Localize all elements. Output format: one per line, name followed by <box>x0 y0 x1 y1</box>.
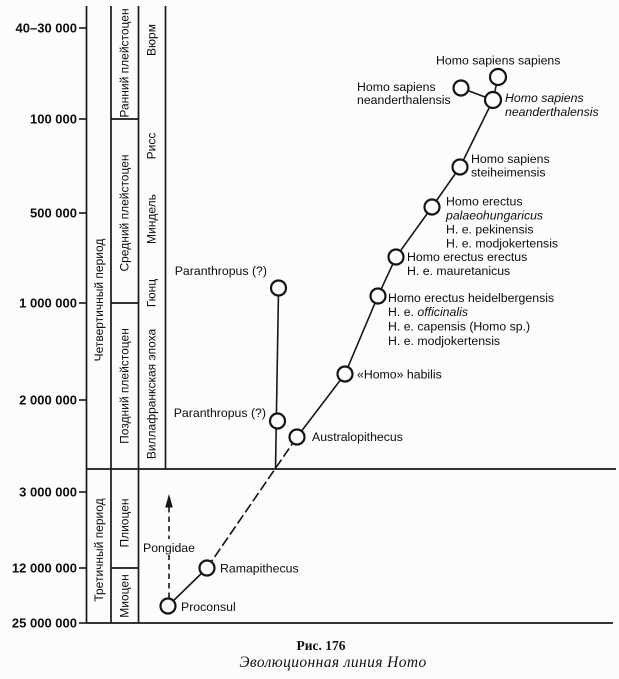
node-neanderthalensis-left <box>454 81 469 96</box>
label-pongidae: Pongidae <box>143 541 195 555</box>
label-sapiens-sapiens: Homo sapiens sapiens <box>436 53 561 68</box>
glacial-mindel-label: Миндель <box>144 194 159 244</box>
figure-title: Эволюционная линия Homo <box>239 654 427 671</box>
period-tertiary-label: Третичный период <box>92 498 106 602</box>
figure-number: Рис. 176 <box>296 638 346 653</box>
label-heidelbergensis-3: H. e. capensis (Homo sp.) <box>388 319 531 334</box>
label-proconsul: Proconsul <box>181 600 236 614</box>
node-paranthropus-lower <box>270 414 285 429</box>
label-homo-habilis: «Homo» habilis <box>357 367 442 382</box>
pongidae-arrowhead-icon <box>165 494 173 508</box>
node-australopithecus <box>290 430 305 445</box>
label-heidelbergensis-1: Homo erectus heidelbergensis <box>388 291 555 305</box>
glacial-gunz-label: Гюнц <box>144 278 159 308</box>
epoch-early-pleistocene-label: Ранний плейстоцен <box>117 8 132 118</box>
node-homo-habilis <box>338 367 353 382</box>
period-quaternary-label: Четвертичный период <box>92 238 106 362</box>
glacial-riss-label: Рисс <box>144 132 159 160</box>
label-heidelbergensis-2-prefix: H. e. <box>388 305 418 319</box>
label-palaeohungaricus-3: H. e. pekinensis <box>446 222 534 237</box>
node-erectus-erectus <box>389 250 404 265</box>
label-australopithecus: Australopithecus <box>312 430 403 444</box>
glacial-wurm-label: Вюрм <box>144 24 159 56</box>
timescale-labels <box>92 8 159 617</box>
node-erectus-palaeohungaricus <box>425 200 440 215</box>
label-erectus-erectus-1: Homo erectus erectus <box>407 250 528 264</box>
edge-ramapithecus-australopithecus <box>207 437 297 568</box>
label-paranthropus-upper: Paranthropus (?) <box>174 264 267 278</box>
label-neanderthal-right-2: neanderthalensis <box>505 105 599 119</box>
label-erectus-erectus-2: H. e. mauretanicus <box>407 264 511 278</box>
axis-tick-label: 25 000 000 <box>11 615 77 631</box>
axis-ticks <box>79 28 87 623</box>
axis-tick-label: 500 000 <box>30 205 77 221</box>
node-proconsul <box>161 599 176 614</box>
epoch-late-pleistocene-label: Поздний плейстоцен <box>117 328 132 444</box>
node-sapiens-steinheimensis <box>453 160 468 175</box>
label-neanderthal-left-1: Homo sapiens <box>357 80 436 94</box>
axis-tick-labels <box>12 21 77 631</box>
label-neanderthal-right-1: Homo sapiens <box>505 91 584 105</box>
node-sapiens-neanderthalensis <box>485 92 501 108</box>
axis-tick-label: 40–30 000 <box>15 20 77 36</box>
node-paranthropus-upper <box>271 281 286 296</box>
label-neanderthal-left-2: neanderthalensis <box>357 93 451 107</box>
epoch-middle-pleistocene-label: Средний плейстоцен <box>117 154 132 272</box>
label-palaeohungaricus-1: Homo erectus <box>446 194 523 209</box>
node-erectus-heidelbergensis <box>371 289 386 304</box>
axis-tick-label: 3 000 000 <box>19 484 77 500</box>
edge-paranthropus-branch <box>276 291 279 469</box>
label-heidelbergensis-2-name: officinalis <box>417 305 468 319</box>
label-heidelbergensis-2 <box>388 305 468 319</box>
label-palaeohungaricus-2: palaeohungaricus <box>446 208 544 223</box>
label-paranthropus-lower: Paranthropus (?) <box>173 406 266 420</box>
villafranchian-label: Виллафранкская эпоха <box>144 328 159 460</box>
node-sapiens-sapiens <box>490 69 506 85</box>
label-palaeohungaricus-4: H. e. modjokertensis <box>446 236 559 251</box>
figure-caption <box>239 638 426 671</box>
axis-tick-label: 12 000 000 <box>11 560 77 576</box>
label-steinheimensis-2: steiheimensis <box>471 165 546 180</box>
axis-tick-label: 100 000 <box>30 111 77 127</box>
axis-tick-label: 1 000 000 <box>19 295 77 311</box>
epoch-miocene-label: Миоцен <box>117 574 132 618</box>
axis-tick-label: 2 000 000 <box>19 392 77 408</box>
epoch-pliocene-label: Плиоцен <box>117 498 132 548</box>
label-heidelbergensis-4: H. e. modjokertensis <box>388 334 501 348</box>
node-ramapithecus <box>200 561 215 576</box>
label-ramapithecus: Ramapithecus <box>220 561 299 576</box>
label-steinheimensis-1: Homo sapiens <box>471 152 550 166</box>
lineage-labels <box>140 54 599 615</box>
